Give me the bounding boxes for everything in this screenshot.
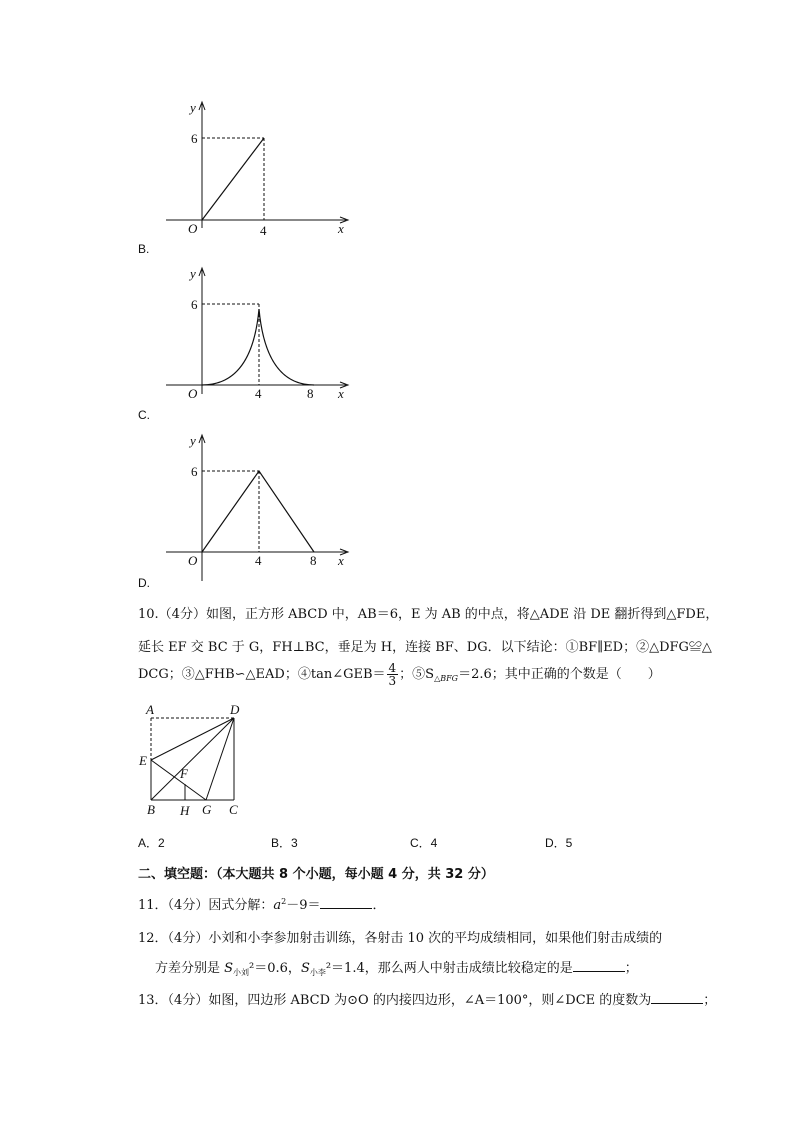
x-tick-label-1: 4	[255, 553, 262, 568]
option-b-label: B.	[138, 242, 150, 256]
q12-s1-sub: 小刘	[233, 968, 250, 977]
q11	[138, 894, 385, 913]
point-d-label: D	[230, 702, 240, 717]
q12-answer-blank	[573, 959, 625, 972]
q12-s1-val: ²＝0.6，	[249, 961, 301, 976]
q11-var: a	[273, 898, 282, 913]
y-axis-label: y	[190, 433, 196, 448]
x-tick-label-2: 8	[310, 553, 317, 568]
point-e-label: E	[139, 753, 147, 768]
q10-choice-b: B．3	[271, 836, 298, 850]
q10-choice-d: D．5	[545, 836, 573, 850]
curve-triangle	[202, 471, 314, 552]
point-b-label: B	[147, 802, 155, 817]
x-axis-label: x	[338, 221, 344, 236]
option-c-label: C.	[138, 408, 150, 422]
y-axis-label: y	[190, 266, 196, 281]
curve-left	[202, 309, 259, 385]
q12-s1: S	[224, 961, 234, 976]
q11-end: ．	[372, 898, 386, 913]
fraction-numerator: 4	[388, 661, 397, 675]
q12-line-1: 12．（4分）小刘和小李参加射击训练，各射击 10 次的平均成绩相同，如果他们射击成绩的	[138, 931, 663, 946]
point-f-label: F	[180, 766, 188, 781]
q10-square-figure	[138, 700, 258, 820]
point-h-label: H	[180, 803, 190, 818]
graph-option-b	[160, 98, 360, 238]
q10-choice-c: C．4	[410, 836, 438, 850]
q10-line-1: 10.（4分）如图，正方形 ABCD 中，AB＝6，E 为 AB 的中点，将△ADE 沿 DE 翻折得到△FDE，	[138, 607, 719, 622]
q10-area-subscript: △BFG	[434, 674, 459, 683]
x-tick-label-2: 8	[307, 386, 314, 401]
segment-bd	[151, 718, 234, 800]
curve-right	[259, 309, 314, 385]
graph-option-c	[160, 264, 360, 404]
graph-option-d	[160, 431, 360, 581]
fraction-denominator: 3	[388, 674, 397, 688]
q11-post: －9＝	[286, 898, 321, 913]
y-tick-label: 6	[191, 297, 198, 312]
q12-end: ；	[624, 961, 638, 976]
point-a-label: A	[146, 702, 154, 717]
q10-line-3-post: ＝2.6；其中正确的个数是（ ）	[458, 667, 661, 682]
q12-s2-val: ²＝1.4，那么两人中射击成绩比较稳定的是	[325, 961, 573, 976]
point-c-label: C	[229, 802, 238, 817]
q10-line-3-mid: ；⑤S	[399, 667, 435, 682]
y-tick-label: 6	[191, 131, 198, 146]
segment-eg	[151, 760, 206, 800]
q11-pre: 11．（4分）因式分解：	[138, 898, 274, 913]
curve-line	[202, 138, 264, 220]
x-tick-label: 4	[260, 223, 267, 238]
q13-answer-blank	[651, 991, 703, 1004]
q10-choice-a: A．2	[138, 836, 165, 850]
q12-s2: S	[300, 961, 310, 976]
section-fill-in-blank-heading: 二、填空题：（本大题共 8 个小题，每小题 4 分，共 32 分）	[138, 867, 494, 882]
q10-line-3-pre: DCG；③△FHB∽△EAD；④tan∠GEB＝	[138, 667, 386, 682]
origin-label: O	[188, 386, 198, 401]
q13-end: ；	[703, 993, 717, 1008]
option-d-label: D.	[138, 576, 150, 590]
q12-line-2	[155, 957, 638, 978]
q12-l2-a: 方差分别是	[155, 961, 225, 976]
q13	[138, 989, 716, 1008]
q11-answer-blank	[320, 896, 372, 909]
q12-s2-sub: 小李	[309, 968, 326, 977]
origin-label: O	[188, 221, 198, 236]
x-axis-label: x	[338, 386, 344, 401]
q10-line-3	[138, 662, 661, 687]
x-axis-label: x	[338, 553, 344, 568]
point-g-label: G	[202, 802, 212, 817]
fraction-four-thirds	[387, 662, 399, 687]
q13-text: 13．（4分）如图，四边形 ABCD 为⊙O 的内接四边形，∠A＝100°，则∠DCE 的度数为	[138, 993, 652, 1008]
q11-sup: 2	[281, 897, 287, 906]
x-tick-label-1: 4	[255, 386, 262, 401]
y-tick-label: 6	[191, 464, 198, 479]
origin-label: O	[188, 553, 198, 568]
y-axis-label: y	[190, 100, 196, 115]
q10-line-2: 延长 EF 交 BC 于 G，FH⊥BC，垂足为 H，连接 BF、DG．以下结论：①BF∥ED；②△DFG≌△	[138, 640, 712, 655]
